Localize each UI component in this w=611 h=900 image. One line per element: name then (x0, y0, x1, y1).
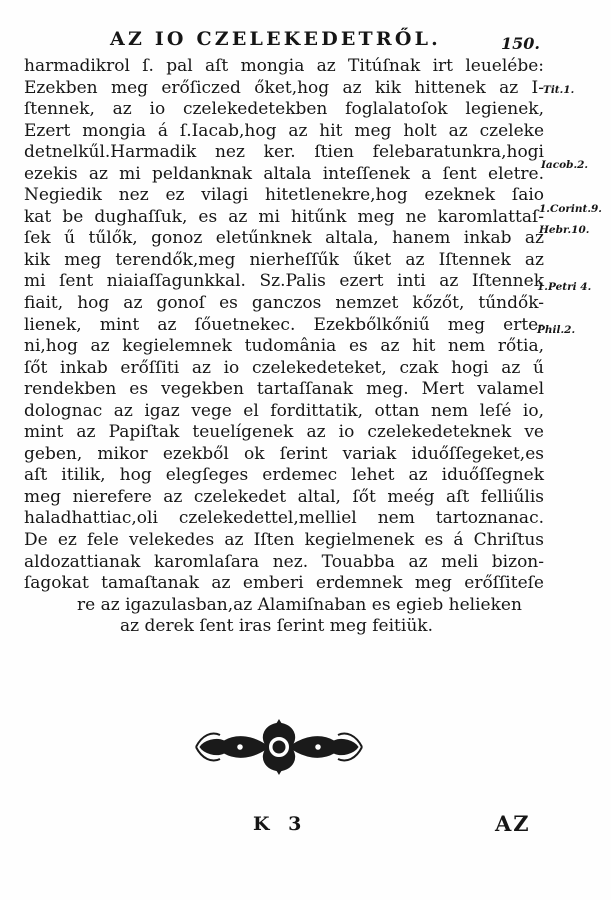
text-line: mi ſent niaiaſſagunkkal. Sz.Palis ezert inti az Iſtennek (24, 271, 544, 292)
text-line: mint az Papiſtak teuelígenek az io czelekedeteknek ve (24, 422, 544, 443)
page-header (0, 22, 611, 58)
text-line: meg nierefere az czelekedet altal, ſőt meég aſt felliűlis (24, 486, 544, 507)
margin-note: 1.Corint.9. (539, 203, 602, 215)
text-line: Ezekben meg erőſiczed őket,hog az kik hittenek az I- (24, 77, 544, 98)
text-line: ſek ű tűlők, gonoz eletűnknek altala, hanem inkab az (24, 228, 544, 249)
text-line: Ezert mongia á ſ.Iacab,hog az hit meg holt az czeleke (24, 120, 544, 141)
text-line: ni,hog az kegielemnek tudomânia es az hit nem rőtia, (24, 336, 544, 357)
text-line: De ez fele velekedes az Iſten kegielmenek es á Chriſtus (24, 530, 544, 551)
margin-note: Tit.1. (543, 84, 575, 96)
text-line: detnelkűl.Harmadik nez ker. ſtien felebaratunkra,hogi (24, 142, 544, 163)
text-line: dolognac az igaz vege el fordittatik, ottan nem leſé io, (24, 400, 544, 421)
text-line: rendekben es vegekben tartaſſanak meg. Mert valamel (24, 379, 544, 400)
text-line: ſagokat tamaſtanak az emberi erdemnek meg erőſſiteſe (24, 573, 544, 594)
text-line: aſt itilik, hog elegſeges erdemec lehet az iduőſſegnek (24, 465, 544, 486)
text-line: ſtennek, az io czelekedetekben foglalatoſok legienek, (24, 99, 544, 120)
signature-mark: K 3 (253, 813, 308, 835)
text-line: aldozattianak karomlaſara nez. Touabba az meli bizon- (24, 551, 544, 572)
margin-note: Hebr.10. (539, 224, 590, 236)
body-text (24, 56, 544, 638)
text-line: Negiedik nez ez vilagi hitetlenekre,hog ezeknek ſaio (24, 185, 544, 206)
page-number: 150. (501, 34, 540, 53)
catchword: AZ (495, 811, 531, 836)
margin-note: Phil.2. (537, 324, 576, 336)
text-line: kik meg terendők,meg nierheſſűk űket az Iſtennek az (24, 249, 544, 270)
margin-note: Iacob.2. (541, 159, 589, 171)
text-line: re az igazulasban,az Alamiſnaban es egieb helieken (77, 594, 522, 615)
text-line: kat be dughaſſuk, es az mi hitűnk meg ne karomlattaſ- (24, 206, 544, 227)
floral-ornament-icon (194, 719, 364, 775)
text-line: haladhattiac,oli czelekedettel,melliel nem tartoznanac. (24, 508, 544, 529)
text-line: harmadikrol ſ. pal aſt mongia az Titúſnak irt leuelébe: (24, 56, 544, 76)
text-line: az derek ſent iras ſerint meg feitiük. (120, 616, 433, 637)
margin-note: 1.Petri 4. (537, 281, 592, 293)
text-line: ezekis az mi peldanknak altala inteſſenek a ſent eletre. (24, 163, 544, 184)
text-line: geben, mikor ezekből ok ſerint variak iduőſſegeket,es (24, 443, 544, 464)
running-title: AZ IO CZELEKEDETRŐL. (110, 28, 442, 50)
text-line: fiait, hog az gonoſ es ganczos nemzet kőzőt, tűndők- (24, 293, 544, 314)
text-line: lienek, mint az ſőuetnekec. Ezekbőlkőniű meg erte- (24, 314, 544, 335)
text-line: ſőt inkab erőſſiti az io czelekedeteket, czak hogi az ű (24, 357, 544, 378)
